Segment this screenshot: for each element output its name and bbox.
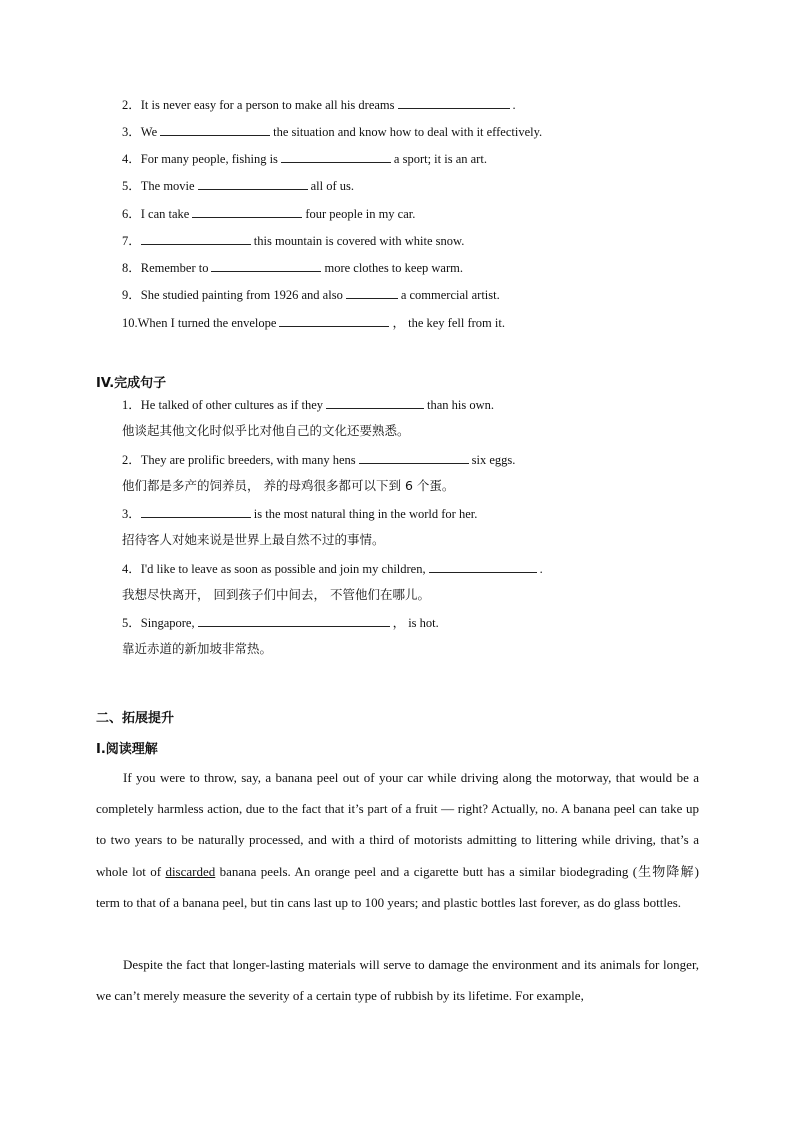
answer-blank[interactable] bbox=[198, 614, 390, 627]
exercise-item: 3． is the most natural thing in the world for her. bbox=[122, 507, 478, 521]
reading-paragraph: Despite the fact that longer-lasting materials will serve to damage the environment and its animals for longer, we can’t merely measure the severity of a certain type of rubbish by its lifetime. For example, bbox=[96, 957, 699, 1004]
answer-blank[interactable] bbox=[141, 232, 251, 245]
exercise-item: 7． this mountain is covered with white snow. bbox=[122, 234, 465, 248]
section-heading: IV.完成句子 bbox=[96, 376, 167, 391]
answer-blank[interactable] bbox=[192, 205, 302, 218]
answer-blank[interactable] bbox=[346, 286, 398, 299]
exercise-item: 1．He talked of other cultures as if they than his own. bbox=[122, 398, 495, 412]
exercise-item: 2．It is never easy for a person to make all his dreams . bbox=[122, 98, 516, 112]
exercise-item: 10.When I turned the envelope ， the key fell from it. bbox=[122, 316, 505, 330]
translation-text: 招待客人对她来说是世界上最自然不过的事情。 bbox=[122, 532, 385, 547]
answer-blank[interactable] bbox=[326, 396, 424, 409]
answer-blank[interactable] bbox=[160, 123, 270, 136]
translation-text: 靠近赤道的新加坡非常热。 bbox=[122, 641, 273, 656]
answer-blank[interactable] bbox=[429, 560, 537, 573]
answer-blank[interactable] bbox=[359, 451, 469, 464]
exercise-item: 5．The movie all of us. bbox=[122, 179, 354, 193]
underlined-word: discarded bbox=[165, 863, 216, 879]
reading-paragraph: If you were to throw, say, a banana peel out of your car while driving along the motorway, that would be a completely harmless action, due to the fact that it’s part of a fruit — right? Actually, no. A banana peel can take up to two years to be naturally processed, and with a third of motorists admitting to littering while driving, that’s a whole lot of discarded banana peels. An orange peel and a cigarette butt has a similar biodegrading (生物降解) term to that of a banana peel, but tin cans last up to 100 years; and plastic bottles last forever, as do glass bottles. bbox=[96, 770, 699, 910]
exercise-item: 5．Singapore, ， is hot. bbox=[122, 616, 439, 630]
exercise-item: 9．She studied painting from 1926 and also a commercial artist. bbox=[122, 288, 500, 302]
answer-blank[interactable] bbox=[198, 177, 308, 190]
answer-blank[interactable] bbox=[141, 505, 251, 518]
answer-blank[interactable] bbox=[279, 314, 389, 327]
translation-text: 他们都是多产的饲养员， 养的母鸡很多都可以下到 6 个蛋。 bbox=[122, 478, 455, 493]
answer-blank[interactable] bbox=[211, 259, 321, 272]
exercise-item: 8．Remember to more clothes to keep warm. bbox=[122, 261, 463, 275]
answer-blank[interactable] bbox=[398, 96, 510, 109]
exercise-item: 6．I can take four people in my car. bbox=[122, 207, 416, 221]
part-heading: 二、拓展提升 bbox=[96, 711, 175, 726]
exercise-item: 4．I'd like to leave as soon as possible and join my children, . bbox=[122, 562, 543, 576]
reading-heading: I.阅读理解 bbox=[96, 742, 158, 757]
exercise-item: 4．For many people, fishing is a sport; it is an art. bbox=[122, 152, 487, 166]
answer-blank[interactable] bbox=[281, 150, 391, 163]
exercise-item: 2．They are prolific breeders, with many hens six eggs. bbox=[122, 453, 516, 467]
translation-text: 他谈起其他文化时似乎比对他自己的文化还要熟悉。 bbox=[122, 423, 410, 438]
translation-text: 我想尽快离开， 回到孩子们中间去， 不管他们在哪儿。 bbox=[122, 587, 430, 602]
exercise-item: 3．We the situation and know how to deal with it effectively. bbox=[122, 125, 543, 139]
